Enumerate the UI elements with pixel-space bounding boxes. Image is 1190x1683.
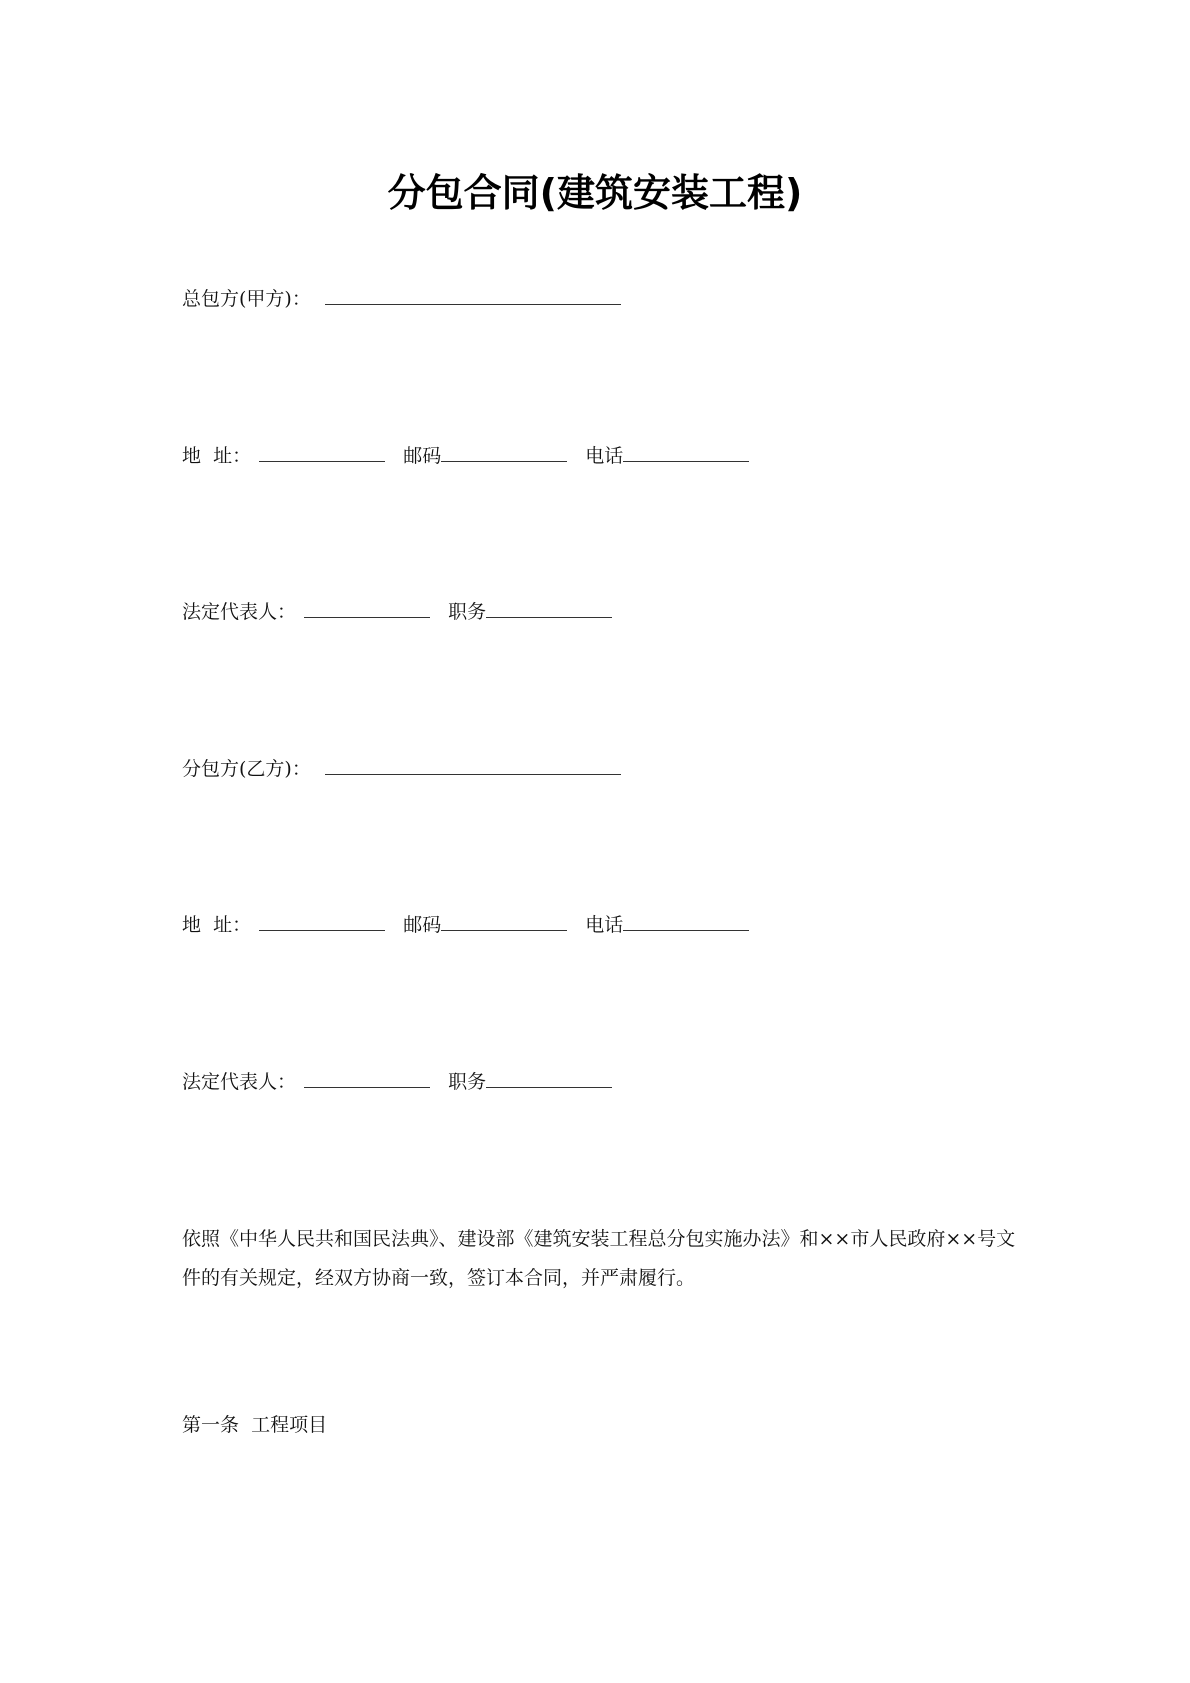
party-a-postcode-blank[interactable]: [441, 443, 567, 462]
party-a-label: 总包方(甲方)：: [182, 288, 311, 310]
party-a-legal-rep-label: 法定代表人：: [182, 601, 297, 623]
party-b-label: 分包方(乙方)：: [182, 758, 311, 780]
party-b-address-label: 地 址：: [182, 914, 252, 936]
party-a-address-label: 地 址：: [182, 445, 252, 467]
party-a-legal-rep-blank[interactable]: [304, 599, 430, 618]
party-a-position-blank[interactable]: [486, 599, 612, 618]
party-b-address-line: [182, 912, 749, 937]
party-b-legal-rep-blank[interactable]: [304, 1069, 430, 1088]
party-b-legal-rep-line: [182, 1069, 612, 1094]
party-b-phone-blank[interactable]: [623, 912, 749, 931]
party-a-phone-label: 电话: [585, 445, 624, 467]
party-b-postcode-blank[interactable]: [441, 912, 567, 931]
party-b-legal-rep-label: 法定代表人：: [182, 1071, 297, 1093]
party-a-position-label: 职务: [448, 601, 487, 623]
party-b-name-blank[interactable]: [325, 756, 621, 775]
party-a-address-blank[interactable]: [259, 443, 385, 462]
party-a-name-blank[interactable]: [325, 286, 621, 305]
party-a-address-line: [182, 443, 749, 468]
party-b-phone-label: 电话: [585, 914, 624, 936]
document-title: 分包合同(建筑安装工程): [387, 171, 803, 215]
party-a-line: [182, 286, 621, 311]
party-b-line: [182, 756, 621, 781]
party-b-position-blank[interactable]: [486, 1069, 612, 1088]
party-a-phone-blank[interactable]: [623, 443, 749, 462]
party-b-address-blank[interactable]: [259, 912, 385, 931]
preamble-paragraph: 依照《中华人民共和国民法典》、建设部《建筑安装工程总分包实施办法》和××市人民政府××号文件的有关规定，经双方协商一致，签订本合同，并严肃履行。: [182, 1228, 1016, 1289]
party-a-postcode-label: 邮码: [403, 445, 442, 467]
party-b-position-label: 职务: [448, 1071, 487, 1093]
party-b-postcode-label: 邮码: [403, 914, 442, 936]
party-a-legal-rep-line: [182, 599, 612, 624]
article-1-heading: 第一条 工程项目: [182, 1414, 328, 1436]
